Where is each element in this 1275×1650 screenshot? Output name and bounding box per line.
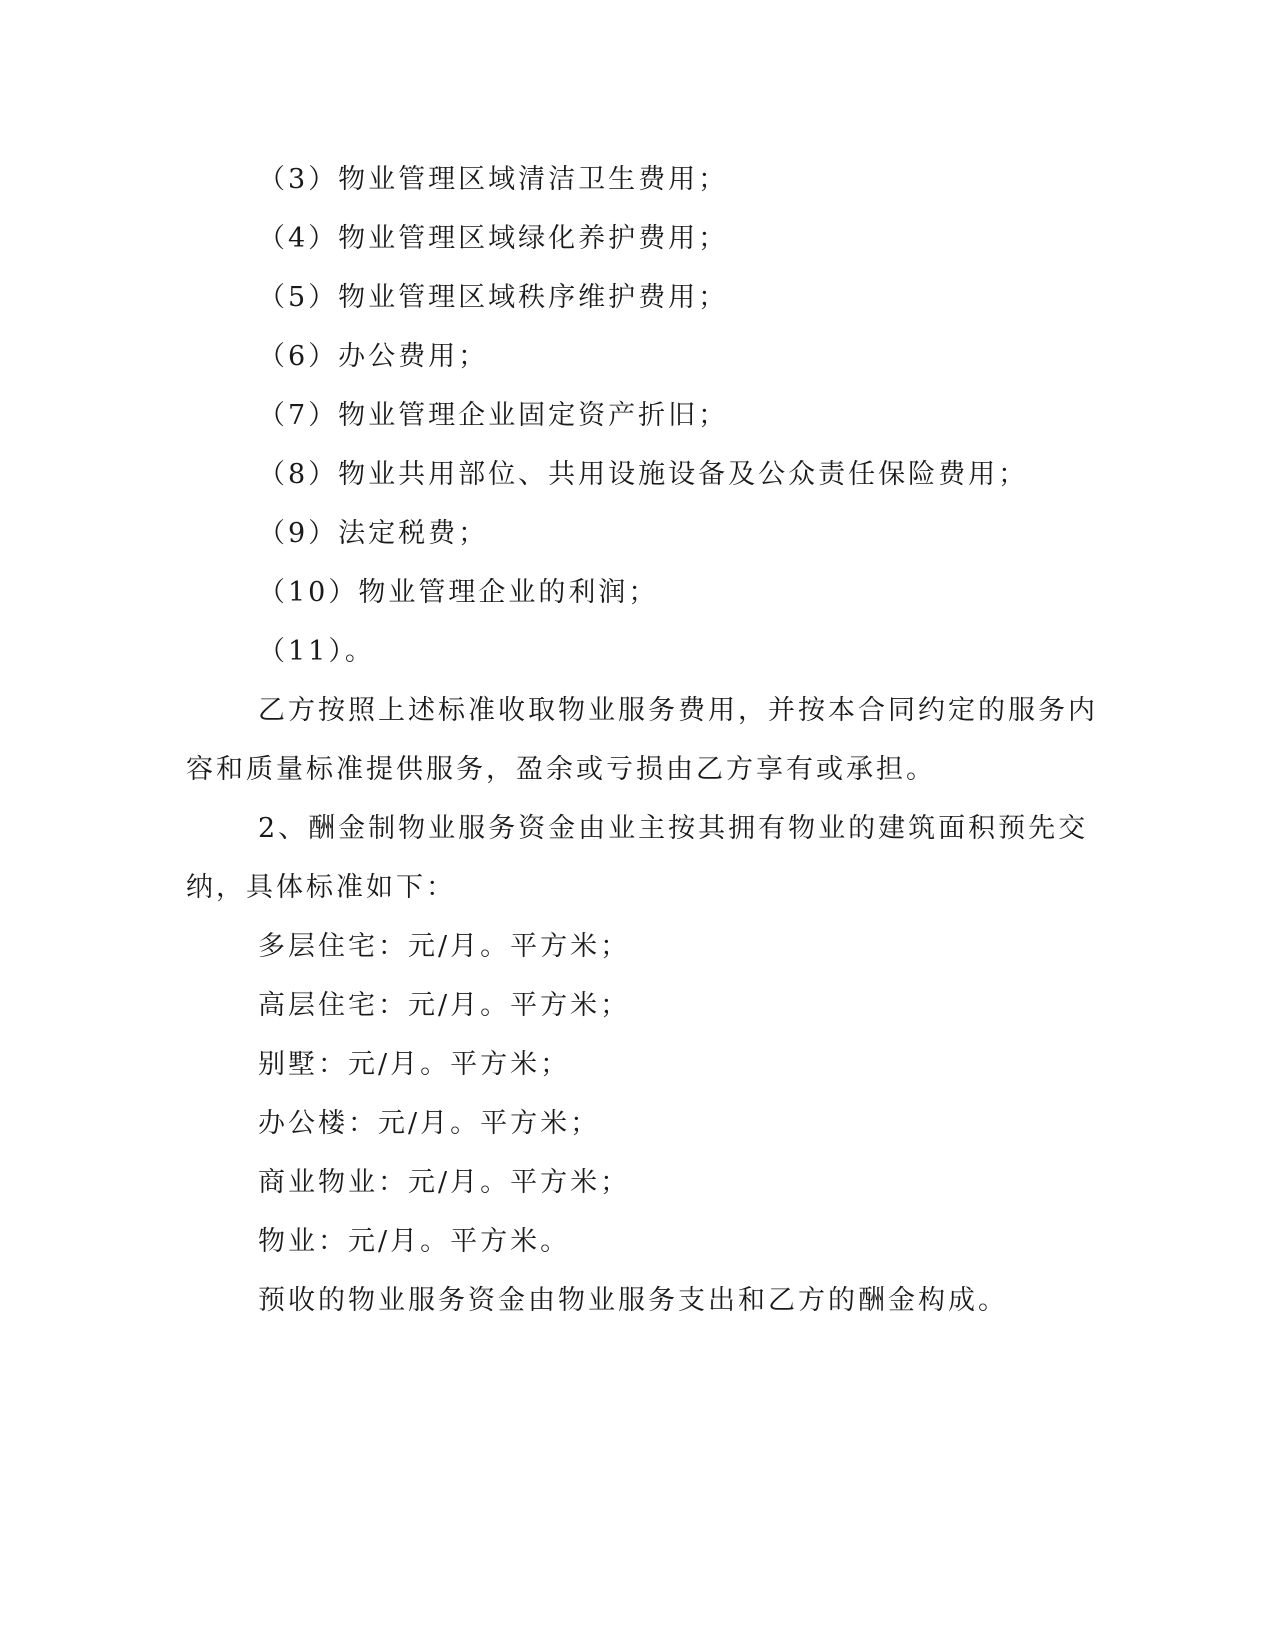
list-item: （10）物业管理企业的利润； bbox=[258, 577, 659, 608]
list-item: （9）法定税费； bbox=[258, 518, 489, 549]
rate-item: 商业物业：元/月。平方米； bbox=[258, 1167, 631, 1198]
rate-item: 办公楼：元/月。平方米； bbox=[258, 1108, 601, 1139]
list-item: （6）办公费用； bbox=[258, 341, 489, 372]
list-item: （7）物业管理企业固定资产折旧； bbox=[258, 400, 729, 431]
list-item: （3）物业管理区域清洁卫生费用； bbox=[258, 164, 729, 195]
list-item: （4）物业管理区域绿化养护费用； bbox=[258, 223, 729, 254]
paragraph-line: 预收的物业服务资金由物业服务支出和乙方的酬金构成。 bbox=[258, 1285, 1008, 1316]
paragraph-line: 纳，具体标准如下： bbox=[186, 872, 456, 903]
paragraph-line: 乙方按照上述标准收取物业服务费用，并按本合同约定的服务内 bbox=[258, 695, 1098, 726]
paragraph-line: 2、酬金制物业服务资金由业主按其拥有物业的建筑面积预先交 bbox=[258, 813, 1089, 844]
list-item: （8）物业共用部位、共用设施设备及公众责任保险费用； bbox=[258, 459, 1029, 490]
list-item: （5）物业管理区域秩序维护费用； bbox=[258, 282, 729, 313]
rate-item: 高层住宅：元/月。平方米； bbox=[258, 990, 631, 1021]
list-item: （11）。 bbox=[258, 636, 375, 667]
paragraph-line: 容和质量标准提供服务，盈余或亏损由乙方享有或承担。 bbox=[186, 754, 936, 785]
rate-item: 别墅：元/月。平方米； bbox=[258, 1049, 571, 1080]
rate-item: 多层住宅：元/月。平方米； bbox=[258, 931, 631, 962]
rate-item: 物业：元/月。平方米。 bbox=[258, 1226, 571, 1257]
